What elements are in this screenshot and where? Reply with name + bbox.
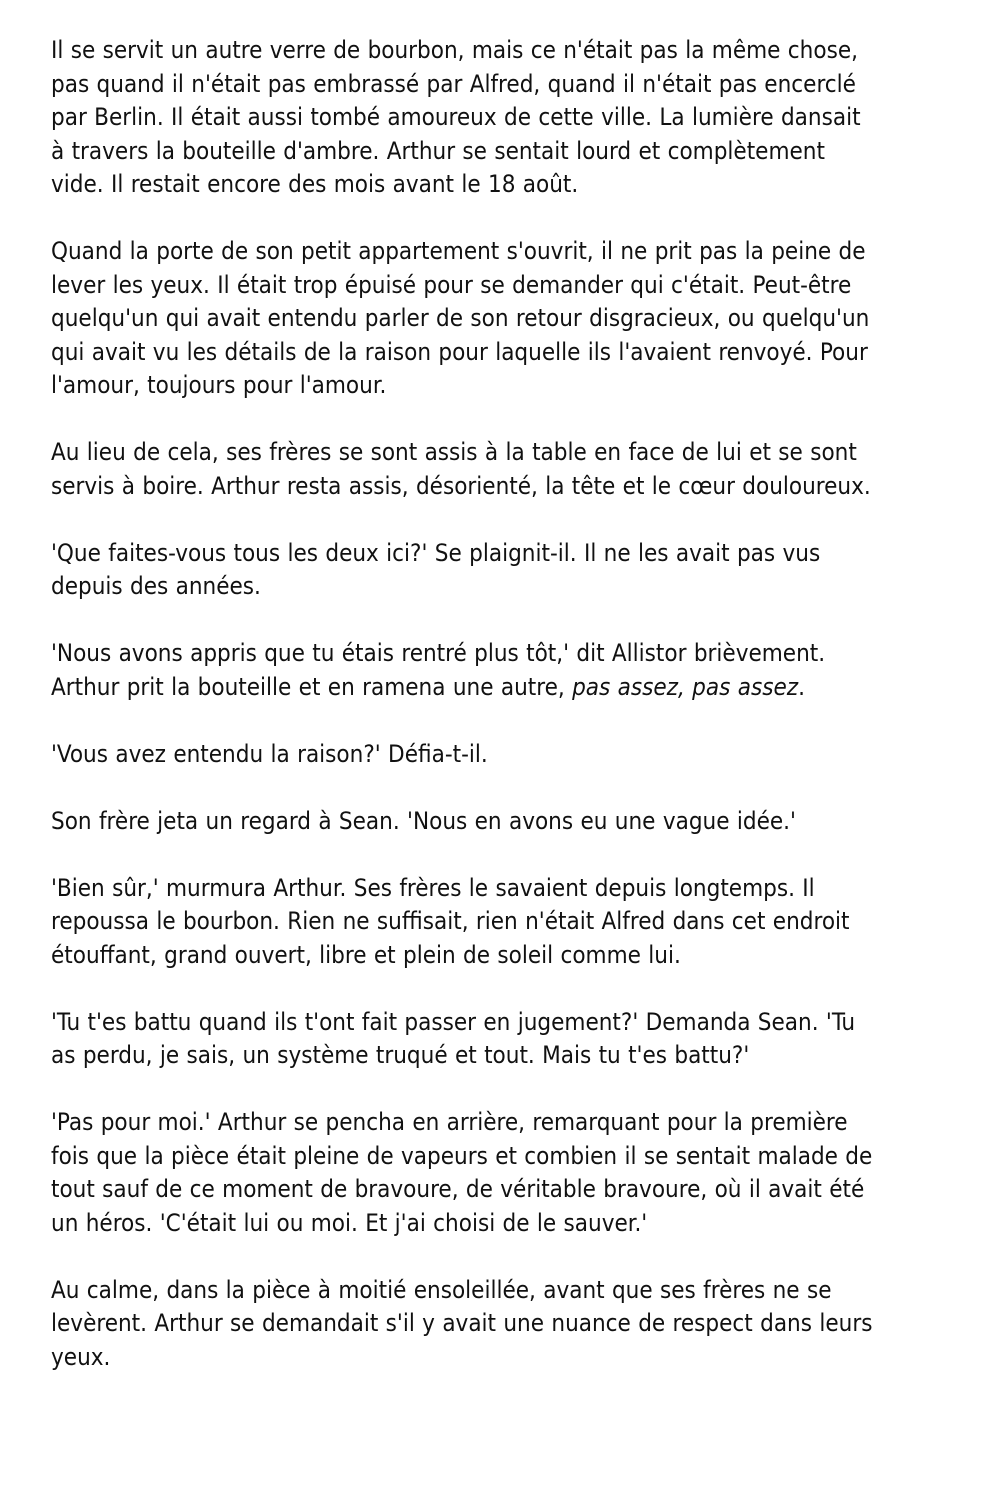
document-page — [51, 34, 963, 1408]
text-line: étouffant, grand ouvert, libre et plein de soleil comme lui. — [51, 940, 681, 969]
paragraph-8 — [51, 872, 963, 973]
text-segment: Arthur prit la bouteille et en ramena une autre, — [51, 672, 573, 701]
text-line: depuis des années. — [51, 572, 261, 600]
paragraph-2 — [51, 235, 963, 403]
text-line: pas quand il n'était pas embrassé par Alfred, quand il n'était pas encerclé — [51, 69, 856, 98]
text-line: servis à boire. Arthur resta assis, désorienté, la tête et le cœur douloureux. — [51, 471, 871, 500]
text-line: Au calme, dans la pièce à moitié ensoleillée, avant que ses frères ne se — [51, 1275, 832, 1304]
paragraph-3 — [51, 436, 963, 503]
text-line: yeux. — [51, 1342, 111, 1371]
text-line: Son frère jeta un regard à Sean. 'Nous en avons eu une vague idée.' — [51, 806, 796, 835]
text-line: 'Nous avons appris que tu étais rentré plus tôt,' dit Allistor brièvement. — [51, 639, 826, 667]
text-line: un héros. 'C'était lui ou moi. Et j'ai choisi de le sauver.' — [51, 1208, 648, 1237]
text-line: vide. Il restait encore des mois avant le 18 août. — [51, 170, 579, 198]
paragraph-7 — [51, 805, 963, 839]
text-line: lever les yeux. Il était trop épuisé pour se demander qui c'était. Peut-être — [51, 270, 852, 299]
text-line: repoussa le bourbon. Rien ne suffisait, rien n'était Alfred dans cet endroit — [51, 907, 850, 935]
text-line: fois que la pièce était pleine de vapeurs et combien il se sentait malade de — [51, 1141, 873, 1170]
paragraph-10 — [51, 1106, 963, 1240]
text-line: Il se servit un autre verre de bourbon, mais ce n'était pas la même chose, — [51, 36, 858, 64]
text-line-mixed — [51, 671, 963, 705]
paragraph-9 — [51, 1006, 963, 1073]
text-line: as perdu, je sais, un système truqué et tout. Mais tu t'es battu?' — [51, 1041, 750, 1069]
text-line: Quand la porte de son petit appartement s'ouvrit, il ne prit pas la peine de — [51, 237, 866, 265]
paragraph-6 — [51, 738, 963, 772]
text-line: Au lieu de cela, ses frères se sont assis à la table en face de lui et se sont — [51, 438, 857, 466]
text-line: 'Vous avez entendu la raison?' Défia-t-il. — [51, 739, 488, 768]
italic-text-segment: pas assez, pas assez — [572, 672, 799, 701]
text-segment: . — [798, 672, 805, 701]
text-line: qui avait vu les détails de la raison pour laquelle ils l'avaient renvoyé. Pour — [51, 337, 868, 366]
paragraph-5 — [51, 637, 963, 704]
paragraph-4 — [51, 537, 963, 604]
text-line: levèrent. Arthur se demandait s'il y avait une nuance de respect dans leurs — [51, 1309, 873, 1337]
text-line: par Berlin. Il était aussi tombé amoureux de cette ville. La lumière dansait — [51, 103, 861, 131]
text-line: tout sauf de ce moment de bravoure, de véritable bravoure, où il avait été — [51, 1175, 865, 1203]
text-line: 'Bien sûr,' murmura Arthur. Ses frères le savaient depuis longtemps. Il — [51, 873, 815, 902]
text-line: 'Tu t'es battu quand ils t'ont fait passer en jugement?' Demanda Sean. 'Tu — [51, 1007, 856, 1036]
paragraph-11 — [51, 1274, 963, 1375]
text-line: l'amour, toujours pour l'amour. — [51, 371, 387, 399]
text-line: quelqu'un qui avait entendu parler de son retour disgracieux, ou quelqu'un — [51, 304, 870, 332]
text-line: à travers la bouteille d'ambre. Arthur se sentait lourd et complètement — [51, 136, 825, 165]
text-line: 'Pas pour moi.' Arthur se pencha en arrière, remarquant pour la première — [51, 1108, 848, 1136]
paragraph-1 — [51, 34, 963, 202]
text-line: 'Que faites-vous tous les deux ici?' Se plaignit-il. Il ne les avait pas vus — [51, 538, 821, 567]
